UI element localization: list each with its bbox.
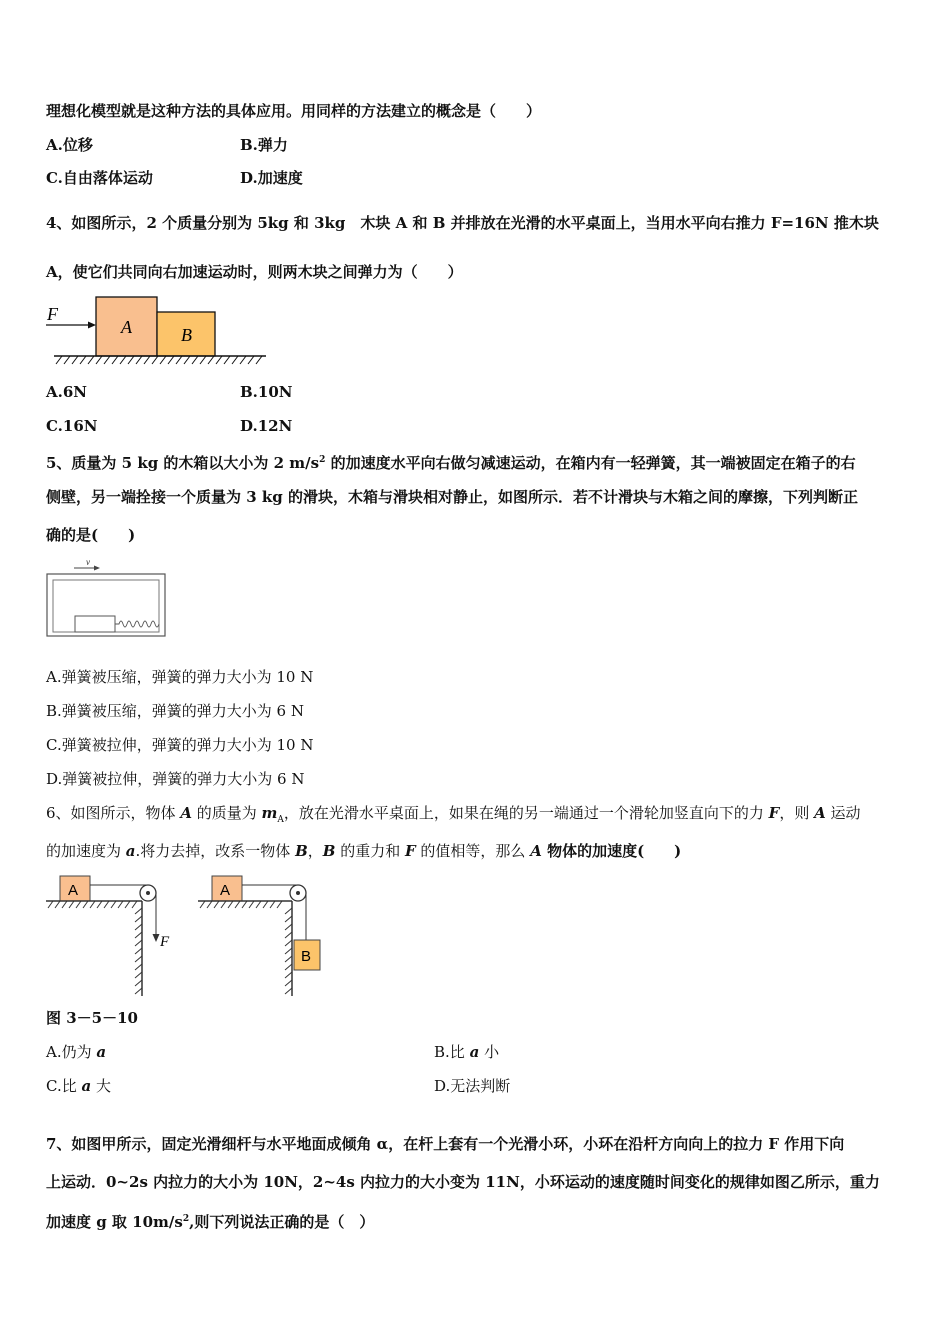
q6-option-d: D.无法判断	[434, 1077, 511, 1095]
q6-stem-line1: 6、如图所示，物体 A 的质量为 $m_A$，放在光滑水平桌面上，如果在绳的另一端通过一个滑轮加竖直向下的力 F，则 A 运动	[46, 804, 861, 825]
q7-stem-line2: 上运动．0~2s 内拉力的大小为 10N，2~4s 内拉力的大小变为 11N，小环运动的速度随时间变化的规律如图乙所示，重力	[46, 1173, 880, 1191]
q3-option-c: C.自由落体运动	[46, 169, 153, 187]
q6-figure-right	[196, 872, 336, 998]
q5-stem-line2: 侧壁，另一端拴接一个质量为 3 kg 的滑块，木箱与滑块相对静止，如图所示．若不计滑块与木箱之间的摩擦，下列判断正	[46, 488, 858, 506]
q5-stem-line3: 确的是( )	[46, 526, 136, 544]
q5-stem-line1: 5、质量为 5 kg 的木箱以大小为 2 $m/s^2$ 的加速度水平向右做匀减速运动，在箱内有一轻弹簧，其一端被固定在箱子的右	[46, 454, 856, 472]
q7-stem-line3: 加速度 g 取 $10m/s^2$,则下列说法正确的是（ ）	[46, 1213, 375, 1231]
q6-option-c: C.比 a 大	[46, 1077, 111, 1095]
q4-figure-blocks	[44, 296, 274, 368]
q5-option-a: A.弹簧被压缩，弹簧的弹力大小为 10 N	[46, 668, 314, 686]
q6-option-b: B.比 a 小	[434, 1043, 500, 1061]
q4-option-a: A.6N	[46, 383, 88, 401]
q4-force-label: F	[47, 304, 58, 324]
q6-left-block-a-label: A	[68, 882, 79, 899]
q6-stem-line2: 的加速度为 a.将力去掉，改系一物体 B，B 的重力和 F 的值相等，那么 A 物体的加速度( )	[46, 842, 682, 860]
q5-crate-outer	[47, 574, 165, 636]
q5-option-b: B.弹簧被压缩，弹簧的弹力大小为 6 N	[46, 702, 304, 720]
q5-option-d: D.弹簧被拉伸，弹簧的弹力大小为 6 N	[46, 770, 305, 788]
q4-option-d: D.12N	[240, 417, 293, 435]
q3-option-d: D.加速度	[240, 169, 303, 187]
q7-stem-line1: 7、如图甲所示，固定光滑细杆与水平地面成倾角 α，在杆上套有一个光滑小环，小环在沿杆方向向上的拉力 F 作用下向	[46, 1135, 845, 1153]
q5-velocity-label: v	[86, 557, 90, 567]
q4-option-c: C.16N	[46, 417, 98, 435]
q4-stem-line2: A，使它们共同向右加速运动时，则两木块之间弹力为（ ）	[46, 263, 463, 281]
q4-stem-line1: 4、如图所示，2 个质量分别为 5kg 和 3kg 木块 A 和 B 并排放在光滑的水平桌面上，当用水平向右推力 F=16N 推木块	[46, 214, 879, 232]
q5-spring	[115, 621, 159, 627]
q6-right-block-b-label: B	[301, 948, 312, 965]
q5-figure-box	[44, 556, 168, 638]
q4-option-b: B.10N	[240, 383, 293, 401]
q4-block-b-label: B	[181, 325, 192, 345]
q3-stem: 理想化模型就是这种方法的具体应用。用同样的方法建立的概念是（ ）	[46, 102, 542, 120]
q6-option-a: A.仍为 a	[46, 1043, 107, 1061]
q3-option-b: B.弹力	[240, 136, 288, 154]
q6-right-block-a-label: A	[220, 882, 231, 899]
q3-option-a: A.位移	[46, 136, 93, 154]
q5-option-c: C.弹簧被拉伸，弹簧的弹力大小为 10 N	[46, 736, 314, 754]
q5-slider	[75, 616, 115, 632]
q4-block-a-label: A	[121, 317, 132, 337]
q6-left-force-label: F	[160, 934, 170, 950]
q6-figure-left	[44, 872, 174, 998]
q6-figure-caption: 图 3－5－10	[46, 1009, 138, 1027]
